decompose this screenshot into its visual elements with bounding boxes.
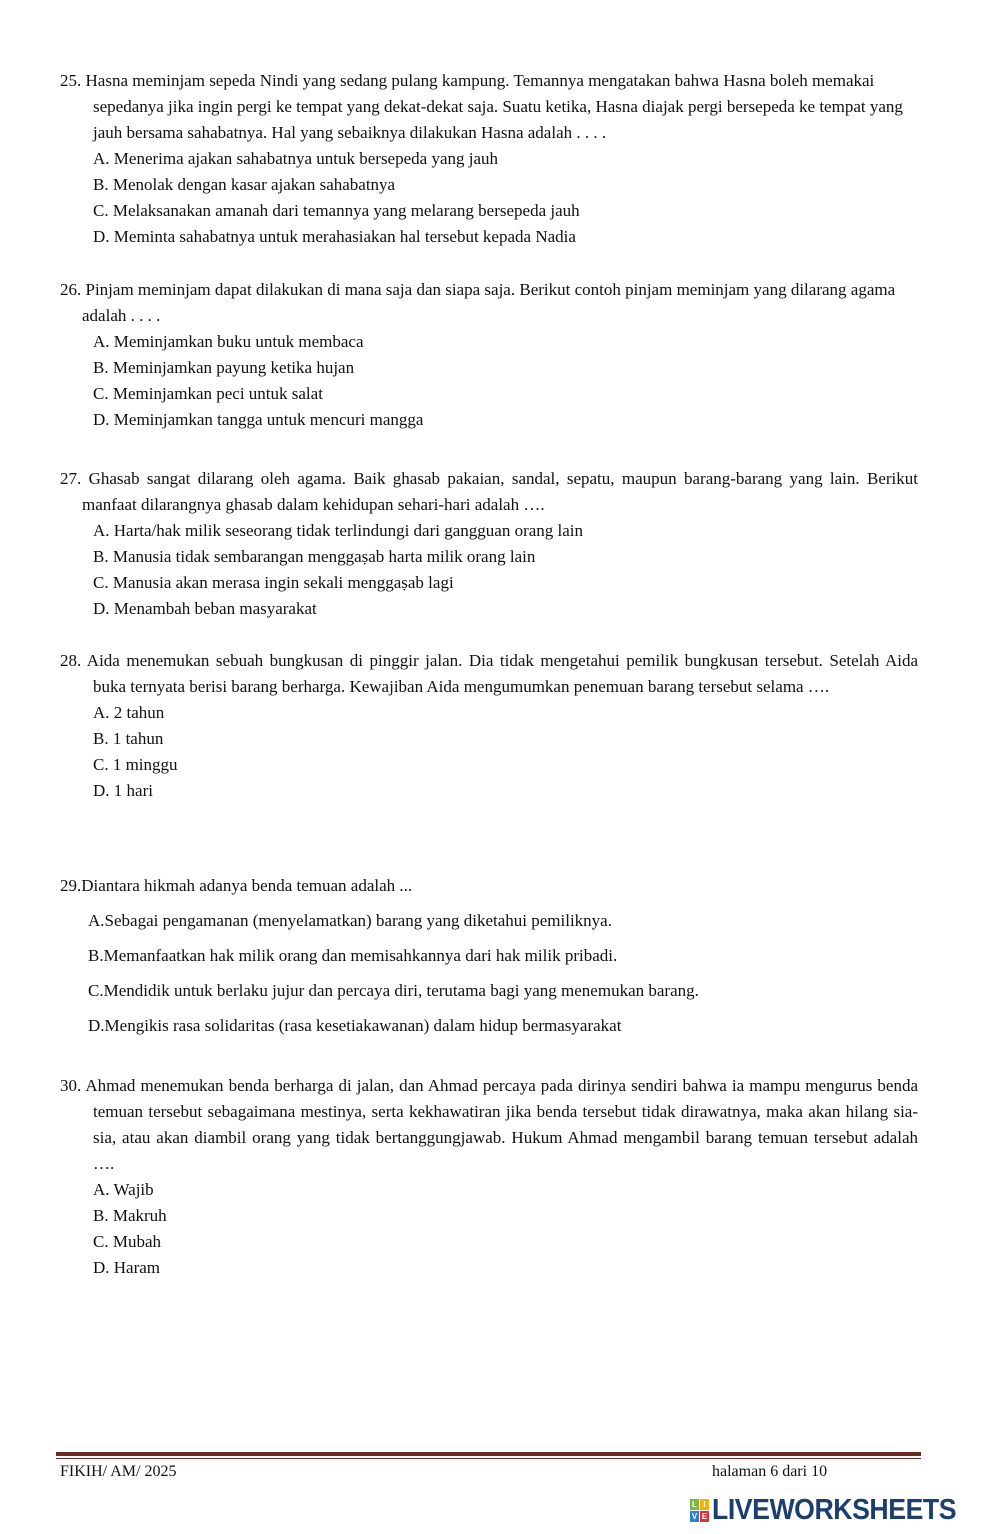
question-28 xyxy=(60,648,918,804)
option-b: B. Meminjamkan payung ketika hujan xyxy=(93,358,355,377)
question-stem: 27. Ghasab sangat dilarang oleh agama. Baik ghasab pakaian, sandal, sepatu, maupun barang-barang yang lain. Berikut manfaat dilarangnya ghasab dalam kehidupan sehari-hari adalah …. xyxy=(60,469,918,514)
option-a: A. Harta/hak milik seseorang tidak terlindungi dari gangguan orang lain xyxy=(93,521,584,540)
question-stem: 30. Ahmad menemukan benda berharga di jalan, dan Ahmad percaya pada dirinya sendiri bahwa ia mampu mengurus benda temuan tersebut sebagaimana mestinya, serta kekhawatiran jika benda tersebut tidak dirawatnya, maka akan hilang sia-sia, atau akan diambil orang yang tidak bertanggungjawab. Hukum Ahmad mengambil barang temuan tersebut adalah …. xyxy=(60,1076,918,1173)
logo-letter: V xyxy=(691,1512,698,1521)
footer-rule-thin xyxy=(56,1458,921,1459)
option-c: C.Mendidik untuk berlaku jujur dan percaya diri, terutama bagi yang menemukan barang. xyxy=(88,981,699,1000)
question-27 xyxy=(60,466,918,622)
liveworksheets-logo xyxy=(690,1494,977,1527)
option-a: A.Sebagai pengamanan (menyelamatkan) barang yang diketahui pemiliknya. xyxy=(88,911,612,930)
option-a: A. Menerima ajakan sahabatnya untuk bersepeda yang jauh xyxy=(93,149,499,168)
option-d: D. Meminta sahabatnya untuk merahasiakan hal tersebut kepada Nadia xyxy=(93,227,576,246)
option-d: D. 1 hari xyxy=(93,781,153,800)
option-a: A. Meminjamkan buku untuk membaca xyxy=(93,332,364,351)
question-stem: 25. Hasna meminjam sepeda Nindi yang sedang pulang kampung. Temannya mengatakan bahwa Hasna boleh memakai sepedanya jika ingin pergi ke tempat yang dekat-dekat saja. Suatu ketika, Hasna diajak pergi bersepeda ke tempat yang jauh bersama sahabatnya. Hal yang sebaiknya dilakukan Hasna adalah . . . . xyxy=(60,71,903,142)
question-26 xyxy=(60,277,918,433)
logo-letter: E xyxy=(701,1512,708,1521)
option-a: A. Wajib xyxy=(93,1180,154,1199)
option-c: C. Manusia akan merasa ingin sekali menggaṣab lagi xyxy=(93,573,454,592)
logo-letter: I xyxy=(700,1499,709,1510)
option-c: C. Meminjamkan peci untuk salat xyxy=(93,384,323,403)
footer-rule xyxy=(56,1452,921,1456)
option-d: D.Mengikis rasa solidaritas (rasa kesetiakawanan) dalam hidup bermasyarakat xyxy=(88,1016,622,1035)
question-stem: 26. Pinjam meminjam dapat dilakukan di mana saja dan siapa saja. Berikut contoh pinjam meminjam yang dilarang agama adalah . . . . xyxy=(60,280,896,325)
option-b: B.Memanfaatkan hak milik orang dan memisahkannya dari hak milik pribadi. xyxy=(88,946,618,965)
option-d: D. Haram xyxy=(93,1258,161,1277)
question-30 xyxy=(60,1073,918,1281)
option-c: C. Mubah xyxy=(93,1232,161,1251)
page-number: halaman 6 dari 10 xyxy=(712,1463,828,1480)
question-29 xyxy=(60,873,918,1039)
logo-text: LIVEWORKSHEETS xyxy=(712,1494,957,1526)
option-c: C. Melaksanakan amanah dari temannya yang melarang bersepeda jauh xyxy=(93,201,580,220)
question-stem: 29.Diantara hikmah adanya benda temuan adalah ... xyxy=(60,876,413,895)
option-b: B. Manusia tidak sembarangan menggaṣab harta milik orang lain xyxy=(93,547,536,566)
option-c: C. 1 minggu xyxy=(93,755,178,774)
logo-blocks-icon xyxy=(690,1499,709,1522)
option-b: B. Makruh xyxy=(93,1206,167,1225)
option-b: B. Menolak dengan kasar ajakan sahabatnya xyxy=(93,175,396,194)
footer-left: FIKIH/ AM/ 2025 xyxy=(60,1463,177,1480)
option-d: D. Meminjamkan tangga untuk mencuri mangga xyxy=(93,410,424,429)
option-d: D. Menambah beban masyarakat xyxy=(93,599,317,618)
logo-letter: L xyxy=(690,1499,699,1510)
question-25 xyxy=(60,68,918,250)
question-stem: 28. Aida menemukan sebuah bungkusan di pinggir jalan. Dia tidak mengetahui pemilik bungkusan tersebut. Setelah Aida buka ternyata berisi barang berharga. Kewajiban Aida mengumumkan penemuan barang tersebut selama …. xyxy=(60,651,918,696)
option-b: B. 1 tahun xyxy=(93,729,164,748)
option-a: A. 2 tahun xyxy=(93,703,165,722)
